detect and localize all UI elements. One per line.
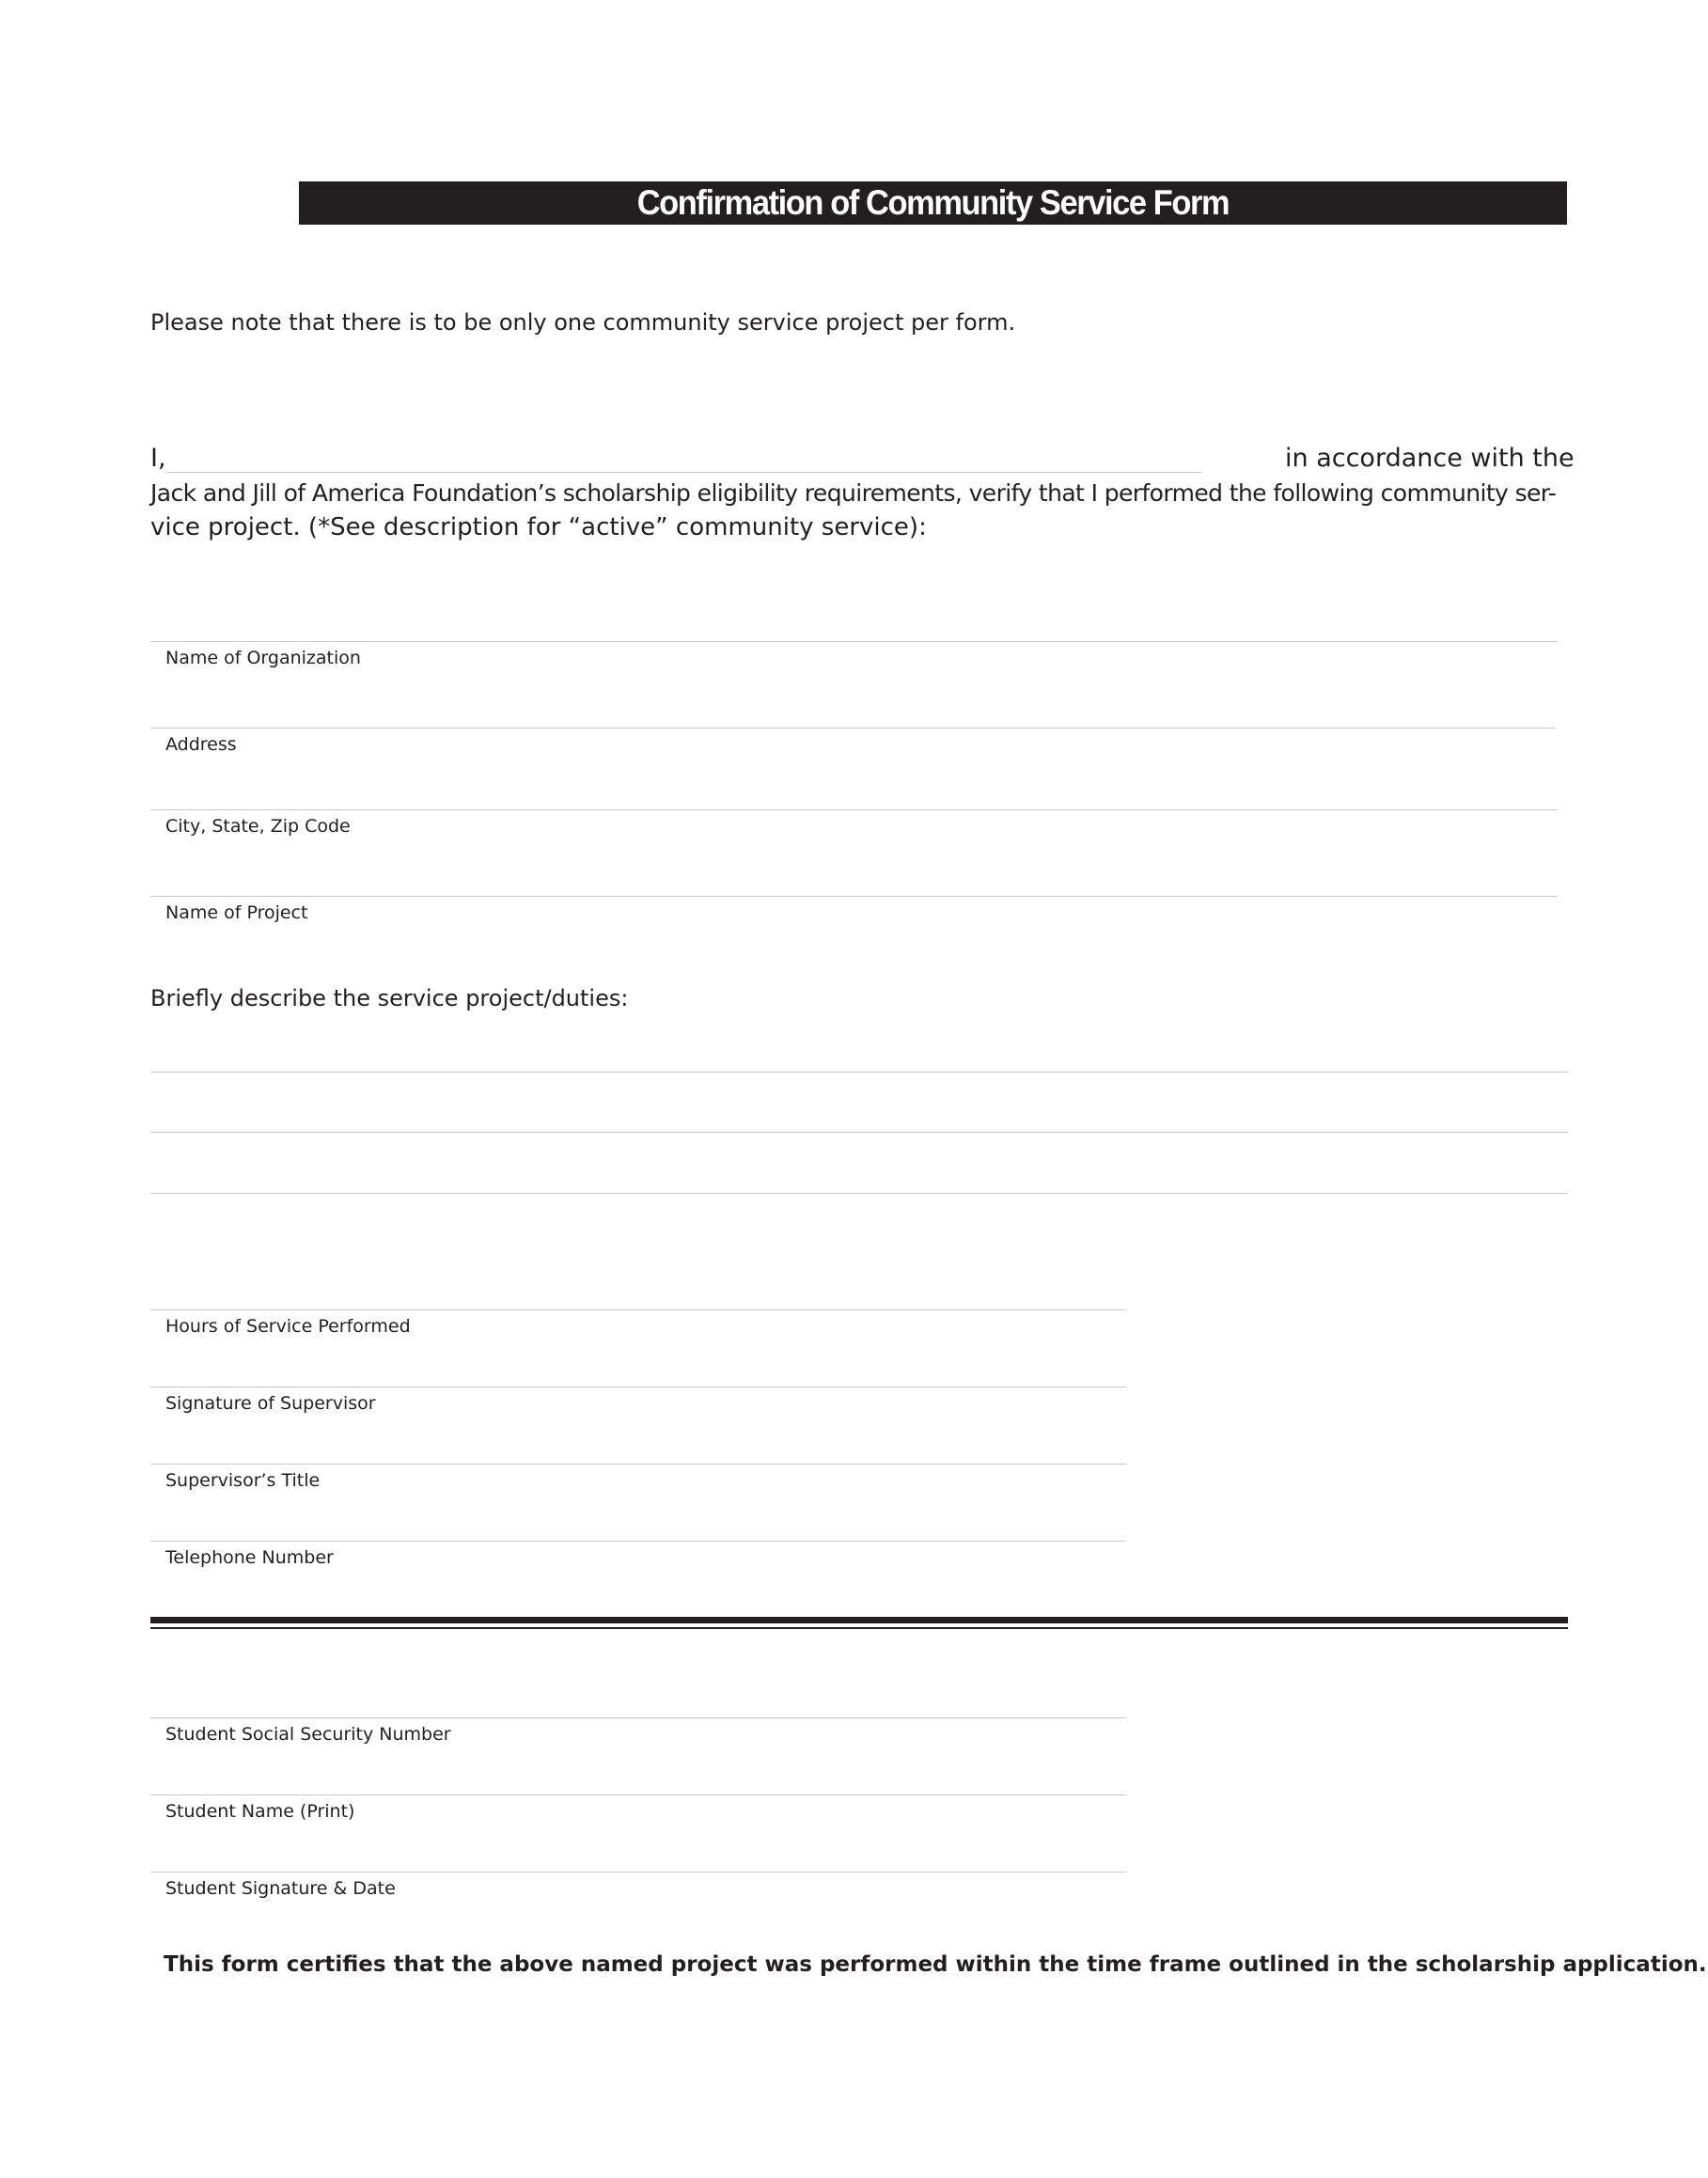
form-title-bar: [299, 181, 1567, 225]
intro-note: Please note that there is to be only one community service project per form.: [150, 309, 1016, 336]
description-line-3[interactable]: [150, 1193, 1568, 1194]
city-state-zip-line[interactable]: [150, 809, 1558, 810]
description-prompt: Briefly describe the service project/duties:: [150, 985, 629, 1011]
statement-line-3: vice project. (*See description for “active” community service):: [150, 513, 927, 541]
organization-name-label: Name of Organization: [165, 648, 361, 668]
description-line-2[interactable]: [150, 1132, 1568, 1133]
organization-name-line[interactable]: [150, 641, 1558, 642]
address-label: Address: [165, 734, 237, 755]
telephone-line[interactable]: [150, 1541, 1126, 1542]
student-ssn-line[interactable]: [150, 1717, 1126, 1718]
hours-label: Hours of Service Performed: [165, 1316, 411, 1337]
project-name-label: Name of Project: [165, 902, 308, 923]
supervisor-title-label: Supervisor’s Title: [165, 1470, 321, 1491]
section-divider-thin: [150, 1627, 1568, 1629]
statement-line-2: Jack and Jill of America Foundation’s scholarship eligibility requirements, verify that I performed the following community ser-: [150, 479, 1557, 507]
project-name-line[interactable]: [150, 896, 1558, 897]
student-name-line[interactable]: [167, 472, 1201, 473]
section-divider-thick: [150, 1617, 1568, 1623]
address-line[interactable]: [150, 728, 1555, 729]
form-title: Confirmation of Community Service Form: [636, 183, 1230, 222]
telephone-label: Telephone Number: [165, 1547, 334, 1568]
student-ssn-label: Student Social Security Number: [165, 1724, 451, 1745]
student-name-print-label: Student Name (Print): [165, 1801, 355, 1822]
student-signature-date-label: Student Signature & Date: [165, 1878, 396, 1899]
city-state-zip-label: City, State, Zip Code: [165, 816, 351, 837]
student-name-print-line[interactable]: [150, 1794, 1126, 1795]
supervisor-signature-label: Signature of Supervisor: [165, 1393, 376, 1414]
certification-note: This form certifies that the above named project was performed within the time frame outlined in the scholarship application.: [164, 1952, 1707, 1977]
student-name-input[interactable]: [167, 443, 1201, 473]
statement-suffix: in accordance with the: [1285, 444, 1575, 473]
statement-prefix: I,: [150, 444, 166, 473]
supervisor-title-line[interactable]: [150, 1464, 1126, 1465]
hours-line[interactable]: [150, 1309, 1126, 1310]
description-line-1[interactable]: [150, 1072, 1568, 1073]
